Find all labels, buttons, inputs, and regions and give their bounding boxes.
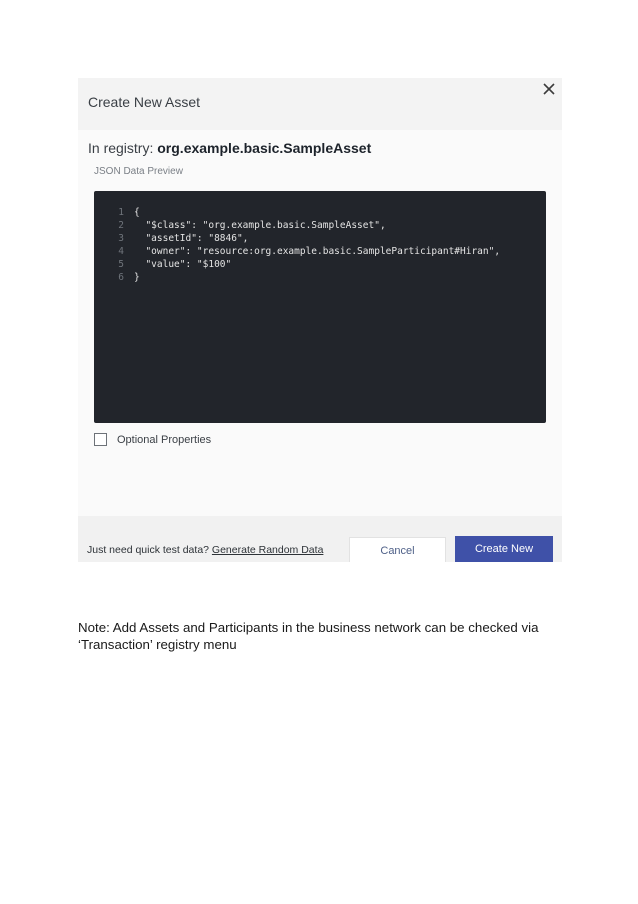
registry-name: org.example.basic.SampleAsset (157, 140, 372, 156)
create-new-button[interactable]: Create New (455, 536, 553, 562)
code-text: "$class": "org.example.basic.SampleAsset", (134, 220, 386, 231)
code-text: "assetId": "8846", (134, 233, 249, 244)
create-asset-dialog (78, 78, 562, 562)
code-text: "owner": "resource:org.example.basic.SampleParticipant#Hiran", (134, 246, 501, 257)
code-line (94, 206, 140, 219)
line-number: 3 (118, 233, 124, 244)
line-number: 4 (118, 246, 124, 257)
json-code-editor[interactable] (94, 191, 546, 423)
code-text: { (134, 207, 140, 218)
dialog-body (78, 130, 562, 516)
code-line (94, 232, 248, 245)
close-icon[interactable] (541, 81, 557, 97)
dialog-title: Create New Asset (88, 94, 201, 110)
optional-properties-checkbox[interactable] (94, 433, 107, 446)
dialog-header (78, 78, 562, 130)
line-number: 5 (118, 259, 124, 270)
note-text: Note: Add Assets and Participants in the business network can be checked via ‘Transaction’ registry menu (78, 620, 539, 652)
registry-line (88, 140, 371, 156)
registry-prefix: In registry: (88, 140, 154, 156)
json-preview-label: JSON Data Preview (94, 166, 183, 177)
line-number: 6 (118, 272, 124, 283)
generate-random-data-link[interactable]: Generate Random Data (211, 544, 324, 556)
code-line (94, 258, 231, 271)
dialog-footer (78, 516, 562, 562)
cancel-button[interactable]: Cancel (349, 537, 446, 562)
code-text: "value": "$100" (134, 259, 232, 270)
code-line (94, 245, 500, 258)
footer-prompt (87, 544, 323, 556)
code-text: } (134, 272, 140, 283)
footer-prompt-text: Just need quick test data? (87, 544, 209, 556)
code-line (94, 219, 386, 232)
code-line (94, 271, 140, 284)
optional-properties-label[interactable]: Optional Properties (117, 434, 212, 446)
line-number: 2 (118, 220, 124, 231)
line-number: 1 (118, 207, 124, 218)
